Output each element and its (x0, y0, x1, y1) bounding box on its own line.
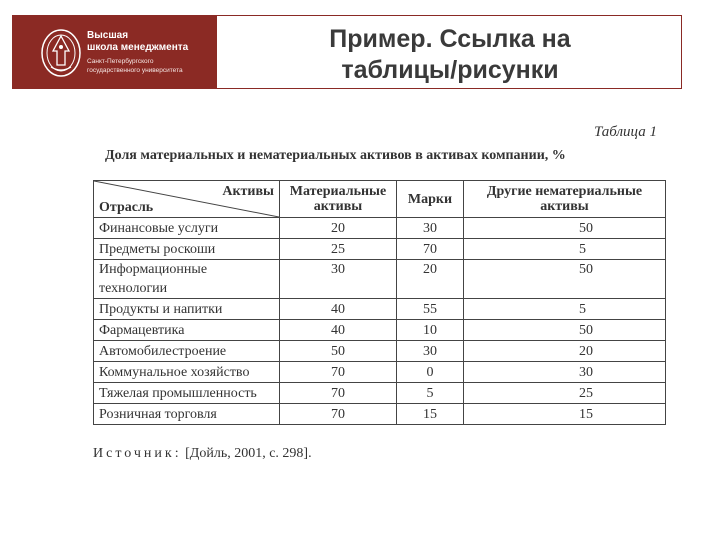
slide-title-line-2: таблицы/рисунки (341, 56, 559, 84)
corner-assets-label: Активы (222, 184, 274, 199)
corner-header-cell (94, 181, 280, 218)
industry-cell: Финансовые услуги (94, 218, 280, 239)
table-row (94, 239, 666, 260)
brands-cell: 5 (397, 383, 464, 404)
slide-title (230, 24, 670, 86)
source-note (93, 446, 312, 462)
logo (13, 16, 217, 88)
table-row (94, 383, 666, 404)
table-row (94, 362, 666, 383)
source-label: Источник: (93, 446, 182, 461)
other-cell: 5 (464, 299, 666, 320)
logo-subtitle-1: Санкт-Петербургского (87, 58, 154, 65)
corner-industry-label: Отрасль (99, 200, 154, 215)
assets-table (93, 180, 666, 425)
table-row (94, 260, 666, 299)
other-cell: 15 (464, 404, 666, 425)
industry-cell: Автомобилестроение (94, 341, 280, 362)
tangible-cell: 50 (280, 341, 397, 362)
column-header-tangible: Материальные активы (280, 181, 397, 218)
other-cell: 50 (464, 218, 666, 239)
logo-line-2: школа менеджмента (87, 42, 189, 53)
industry-cell: Коммунальное хозяйство (94, 362, 280, 383)
other-cell: 50 (464, 320, 666, 341)
source-reference: [Дойль, 2001, с. 298]. (181, 446, 312, 461)
table-title: Доля материальных и нематериальных активов в активах компании, % (105, 148, 566, 163)
industry-cell: Розничная торговля (94, 404, 280, 425)
industry-cell: Тяжелая промышленность (94, 383, 280, 404)
tangible-cell: 40 (280, 299, 397, 320)
industry-cell: Продукты и напитки (94, 299, 280, 320)
brands-cell: 20 (397, 260, 464, 299)
table-row (94, 404, 666, 425)
brands-cell: 10 (397, 320, 464, 341)
table-header-row (94, 181, 666, 218)
table-row (94, 341, 666, 362)
table-row (94, 299, 666, 320)
industry-cell: Фармацевтика (94, 320, 280, 341)
slide-title-line-1: Пример. Ссылка на (329, 25, 571, 53)
tangible-cell: 30 (280, 260, 397, 299)
other-cell: 30 (464, 362, 666, 383)
table-row (94, 320, 666, 341)
table-caption: Таблица 1 (594, 124, 657, 140)
industry-cell: Предметы роскоши (94, 239, 280, 260)
tangible-cell: 70 (280, 383, 397, 404)
tangible-cell: 25 (280, 239, 397, 260)
brands-cell: 70 (397, 239, 464, 260)
logo-subtitle-2: государственного университета (87, 67, 183, 74)
university-emblem-icon (39, 27, 83, 79)
other-cell: 50 (464, 260, 666, 299)
column-header-other: Другие нематериальные активы (464, 181, 666, 218)
brands-cell: 55 (397, 299, 464, 320)
column-header-brands: Марки (397, 181, 464, 218)
other-cell: 5 (464, 239, 666, 260)
tangible-cell: 40 (280, 320, 397, 341)
other-cell: 25 (464, 383, 666, 404)
tangible-cell: 70 (280, 404, 397, 425)
other-cell: 20 (464, 341, 666, 362)
tangible-cell: 70 (280, 362, 397, 383)
industry-cell: Информационные технологии (94, 260, 280, 299)
tangible-cell: 20 (280, 218, 397, 239)
brands-cell: 15 (397, 404, 464, 425)
brands-cell: 30 (397, 218, 464, 239)
brands-cell: 0 (397, 362, 464, 383)
brands-cell: 30 (397, 341, 464, 362)
logo-line-1: Высшая (87, 30, 129, 41)
table-row (94, 218, 666, 239)
